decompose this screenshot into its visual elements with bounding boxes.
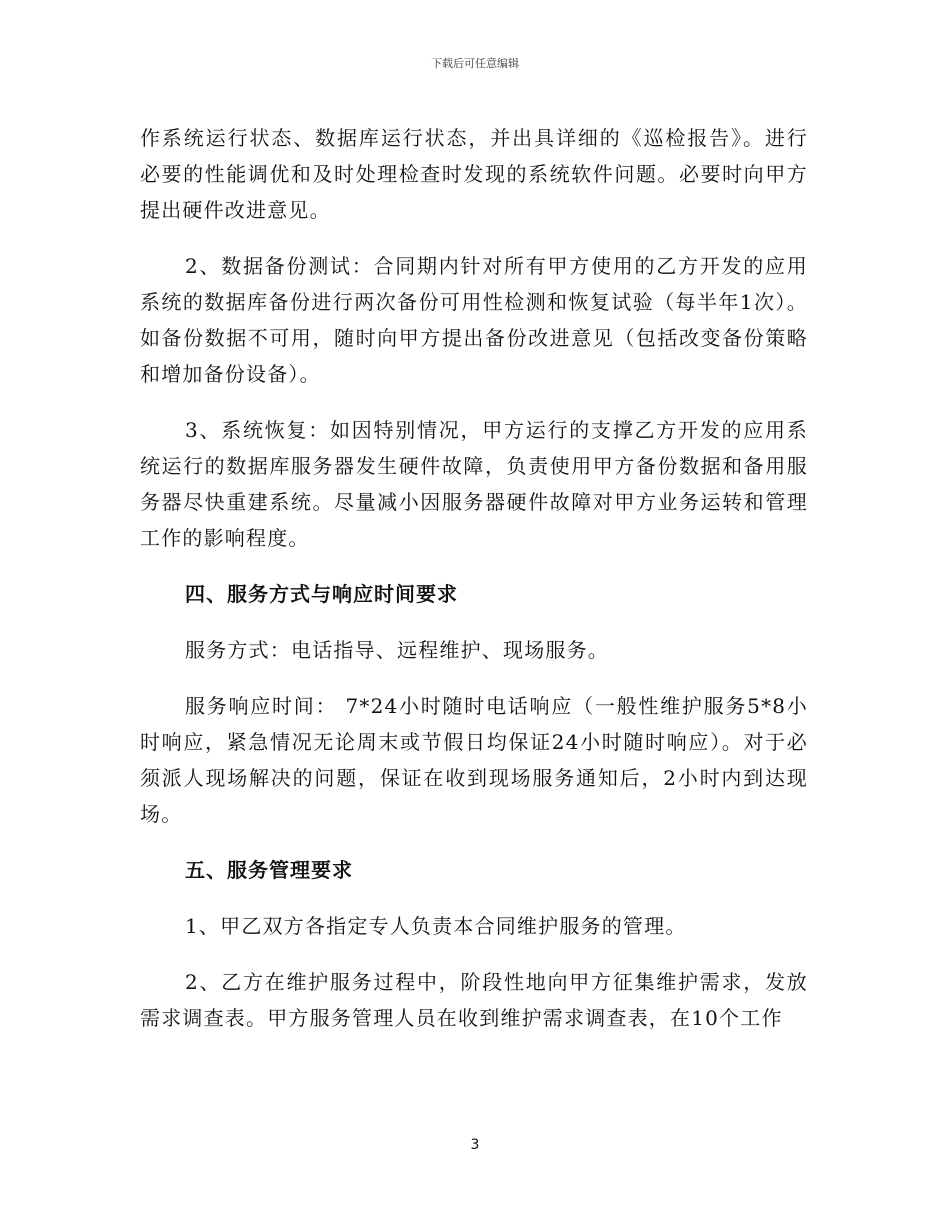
paragraph-requirement-survey: 2、乙方在维护服务过程中，阶段性地向甲方征集维护需求，发放需求调查表。甲方服务管理人员在收到维护需求调查表，在10个工作	[140, 970, 808, 1030]
paragraph-inspection: 作系统运行状态、数据库运行状态，并出具详细的《巡检报告》。进行必要的性能调优和及时处理检查时发现的系统软件问题。必要时向甲方提出硬件改进意见。	[140, 126, 808, 222]
page-header-note: 下载后可任意编辑	[431, 57, 519, 70]
page-number: 3	[470, 1137, 480, 1153]
section-heading-service-mode: 四、服务方式与响应时间要求	[185, 582, 458, 606]
paragraph-backup-test: 2、数据备份测试：合同期内针对所有甲方使用的乙方开发的应用系统的数据库备份进行两次备份可用性检测和恢复试验（每半年1次）。如备份数据不可用，随时向甲方提出备份改进意见（包括改变备份策略和增加备份设备）。	[140, 254, 808, 386]
paragraph-designated-staff: 1、甲乙双方各指定专人负责本合同维护服务的管理。	[185, 914, 687, 938]
paragraph-service-mode: 服务方式：电话指导、远程维护、现场服务。	[185, 638, 609, 662]
paragraph-response-time: 服务响应时间： 7*24小时随时电话响应（一般性维护服务5*8小时响应，紧急情况无论周末或节假日均保证24小时随时响应）。对于必须派人现场解决的问题，保证在收到现场服务通知后，2小时内到达现场。	[140, 694, 808, 826]
paragraph-system-recovery: 3、系统恢复：如因特别情况，甲方运行的支撑乙方开发的应用系统运行的数据库服务器发生硬件故障，负责使用甲方备份数据和备用服务器尽快重建系统。尽量减小因服务器硬件故障对甲方业务运转和管理工作的影响程度。	[140, 418, 808, 550]
section-heading-service-management: 五、服务管理要求	[185, 858, 353, 882]
document-body	[140, 120, 808, 1056]
